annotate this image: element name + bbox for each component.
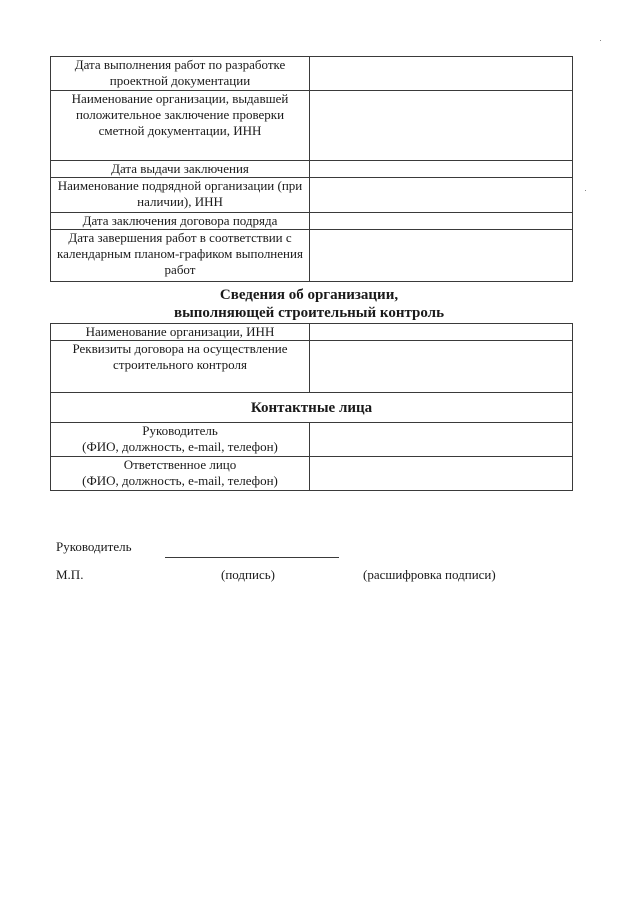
project-info-table (50, 56, 573, 282)
table-row (51, 341, 573, 393)
section-title-line: выполняющей строительный контроль (173, 305, 445, 321)
contact-role: Ответственное лицо (123, 457, 237, 472)
row-value[interactable] (310, 341, 573, 393)
signature-role: Руководитель (56, 539, 132, 554)
row-label: Дата выдачи заключения (51, 161, 310, 178)
table-row (51, 161, 573, 178)
contacts-header-row (51, 393, 573, 423)
section-title-construction-control (50, 286, 568, 322)
signature-decode-caption: (расшифровка подписи) (363, 567, 496, 582)
table-row (51, 423, 573, 457)
table-row (51, 213, 573, 230)
row-label (51, 423, 310, 457)
scan-speck (585, 190, 586, 191)
row-value[interactable] (310, 457, 573, 491)
contact-fields-hint: (ФИО, должность, e-mail, телефон) (82, 439, 278, 454)
table-row (51, 324, 573, 341)
table-row (51, 178, 573, 213)
table-row (51, 457, 573, 491)
contact-fields-hint: (ФИО, должность, e-mail, телефон) (82, 473, 278, 488)
row-value[interactable] (310, 423, 573, 457)
table-row (51, 91, 573, 161)
scan-speck (600, 40, 601, 41)
row-label: Наименование организации, ИНН (51, 324, 310, 341)
section-title-line: Сведения об организации, (219, 287, 399, 303)
row-label: Дата выполнения работ по разработке проектной документации (51, 57, 310, 91)
row-value[interactable] (310, 91, 573, 161)
row-label: Наименование организации, выдавшей положительное заключение проверки сметной документации, ИНН (51, 91, 310, 161)
row-label: Наименование подрядной организации (при наличии), ИНН (51, 178, 310, 213)
row-label (51, 457, 310, 491)
construction-control-table (50, 323, 573, 491)
row-value[interactable] (310, 213, 573, 230)
row-value[interactable] (310, 230, 573, 282)
row-value[interactable] (310, 161, 573, 178)
row-label: Дата завершения работ в соответствии с календарным планом-графиком выполнения работ (51, 230, 310, 282)
contact-role: Руководитель (142, 423, 218, 438)
stamp-label: М.П. (56, 567, 84, 582)
row-value[interactable] (310, 178, 573, 213)
table-row (51, 57, 573, 91)
row-label: Дата заключения договора подряда (51, 213, 310, 230)
row-value[interactable] (310, 324, 573, 341)
signature-caption: (подпись) (221, 567, 275, 582)
row-value[interactable] (310, 57, 573, 91)
contacts-title: Контактные лица (51, 393, 573, 423)
signature-line[interactable] (165, 557, 339, 558)
row-label: Реквизиты договора на осуществление строительного контроля (51, 341, 310, 393)
table-row (51, 230, 573, 282)
